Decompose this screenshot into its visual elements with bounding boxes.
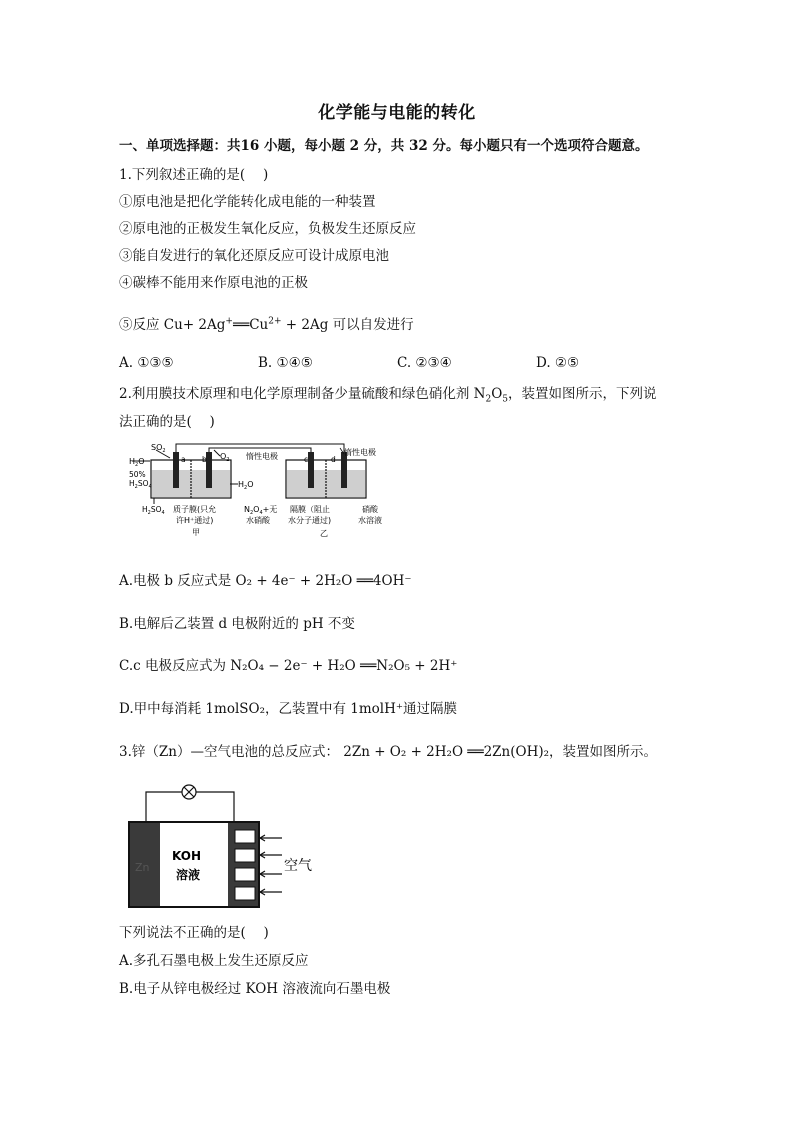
q2-stem-post: ，装置如图所示，下列说: [508, 386, 657, 402]
cell-yi-label: 乙: [320, 529, 328, 538]
membrane-2-label-line2: 水分子通过): [288, 516, 332, 525]
zinc-air-battery-figure: [124, 780, 334, 915]
h2so4-outlet-label: $H_2SO_4$: [142, 505, 165, 516]
ag-charge: +: [225, 316, 233, 327]
electrode-b: [206, 452, 212, 488]
electrode-b-label: b: [202, 455, 207, 464]
q2-stem-pre: 2.利用膜技术原理和电化学原理制备少量硫酸和绿色硝化剂 N: [119, 386, 486, 402]
hno3-label-line2: 水溶液: [358, 516, 382, 525]
q1-s5-post: + 2Ag 可以自发进行: [281, 317, 414, 333]
page-title: 化学能与电能的转化: [318, 103, 476, 123]
acid-concentration-label: 50%: [129, 470, 146, 479]
electrode-a-label: a: [181, 455, 186, 464]
membrane-1-label-line2: 许H⁺通过): [176, 516, 214, 525]
h2so4-50-label: $H_2SO_4$: [129, 479, 152, 490]
q1-option-d[interactable]: D. ②⑤: [536, 355, 580, 371]
q3-stem: 3.锌（Zn）—空气电池的总反应式： 2Zn + O₂ + 2H₂O ══2Zn(OH)₂，装置如图所示。: [119, 744, 658, 760]
q3-option-b[interactable]: B.电子从锌电极经过 KOH 溶液流向石墨电极: [119, 981, 391, 997]
electrode-d-label: d: [331, 455, 336, 464]
o2-label: $O_2$: [220, 452, 230, 463]
h2o-outlet-label: $H_2O$: [238, 480, 254, 491]
q1-option-b[interactable]: B. ①④⑤: [258, 355, 313, 371]
electrode-c-label: c: [304, 455, 309, 464]
so2-label: $SO_2$: [151, 443, 166, 454]
air-arrows: [260, 835, 282, 895]
q1-stem: 1.下列叙述正确的是( ): [119, 167, 269, 183]
q1-option-c[interactable]: C. ②③④: [397, 355, 452, 371]
section-heading: 一、单项选择题：共16 小题，每小题 2 分，共 32 分。每小题只有一个选项符合题意。: [119, 138, 649, 154]
solution-label: 溶液: [176, 868, 201, 882]
cu-charge: 2+: [268, 316, 282, 327]
wire-right: [196, 792, 234, 822]
pore-3: [235, 868, 255, 881]
q3-ask: 下列说法不正确的是( ): [119, 925, 269, 941]
inert-electrode-label-1: 惰性电极: [246, 452, 278, 461]
zn-label: Zn: [135, 861, 150, 874]
q2-stem-line2: 法正确的是( ): [119, 414, 215, 430]
q1-statement-4: ④碳棒不能用来作原电池的正极: [119, 275, 308, 291]
q1-s5-pre: ⑤反应 Cu+ 2Ag: [119, 317, 226, 333]
n2o4-label-line1: $N_2O_4+$无: [244, 505, 278, 516]
q2-option-a[interactable]: A.电极 b 反应式是 O₂ + 4e⁻ + 2H₂O ══4OH⁻: [119, 573, 412, 589]
membrane-2-label-line1: 隔膜（阻止: [290, 505, 330, 514]
electrolysis-apparatus-figure: [124, 440, 394, 548]
electrode-d: [341, 452, 347, 488]
cell-yi-solution: [287, 470, 365, 497]
pore-4: [235, 887, 255, 900]
membrane-1-label-line1: 质子膜(只允: [173, 505, 217, 514]
pore-1: [235, 830, 255, 843]
inert-electrode-label-2: 惰性电极: [344, 448, 376, 457]
q1-statement-5: [119, 313, 414, 333]
q2-option-b[interactable]: B.电解后乙装置 d 电极附近的 pH 不变: [119, 616, 355, 632]
q1-statement-2: ②原电池的正极发生氧化反应，负极发生还原反应: [119, 221, 416, 237]
electrode-a: [173, 452, 179, 488]
q2-stem-line1: 2.利用膜技术原理和电化学原理制备少量硫酸和绿色硝化剂 $N_2O_5$，装置如图所示，下列说: [119, 386, 657, 405]
cell-jia-solution: [152, 470, 230, 497]
cell-jia-label: 甲: [192, 528, 200, 537]
n2o4-label-line2: 水硝酸: [246, 516, 270, 525]
electrode-c: [308, 452, 314, 488]
koh-label: KOH: [172, 849, 202, 863]
pore-2: [235, 849, 255, 862]
h2o-label: $H_2O$: [129, 457, 145, 468]
q1-statement-1: ①原电池是把化学能转化成电能的一种装置: [119, 194, 376, 210]
hno3-label-line1: 硝酸: [362, 505, 378, 514]
q2-option-d[interactable]: D.甲中每消耗 1molSO₂，乙装置中有 1molH⁺通过隔膜: [119, 701, 458, 717]
q2-option-c[interactable]: C.c 电极反应式为 N₂O₄ − 2e⁻ + H₂O ══N₂O₅ + 2H⁺: [119, 658, 458, 674]
wire-left: [146, 792, 182, 822]
q1-option-a[interactable]: A. ①③⑤: [119, 355, 174, 371]
q1-statement-3: ③能自发进行的氧化还原反应可设计成原电池: [119, 248, 389, 264]
q3-option-a[interactable]: A.多孔石墨电极上发生还原反应: [119, 953, 309, 969]
air-label: 空气: [284, 858, 312, 874]
q1-s5-mid: ══Cu: [232, 317, 269, 333]
